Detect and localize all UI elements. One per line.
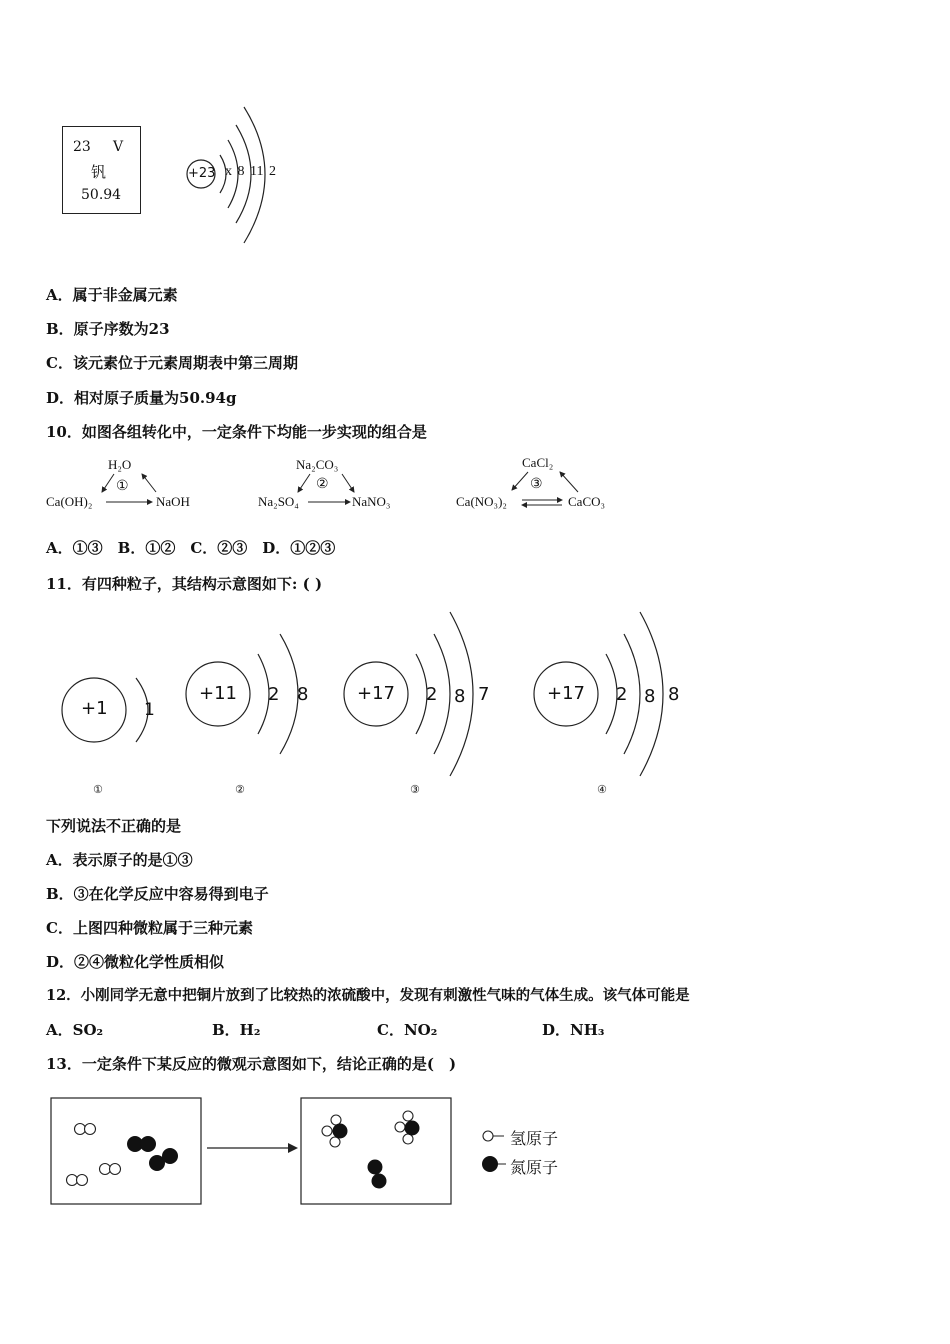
particle-4-nucleus: +17: [547, 683, 585, 704]
g1-left: Ca(OH)₂: [46, 494, 93, 509]
q11-option-d: D．②④微粒化学性质相似: [46, 953, 225, 971]
particle-4-e2: 8: [644, 686, 656, 707]
legend-nitrogen: 氮原子: [510, 1158, 559, 1177]
q9-option-d: D．相对原子质量为50.94g: [46, 389, 237, 407]
vanadium-nucleus-label: +23: [188, 166, 216, 181]
q9-option-a: A．属于非金属元素: [46, 286, 178, 304]
particle-3-e1: 2: [426, 684, 438, 705]
g1-right: NaOH: [156, 494, 190, 509]
particle-3: [338, 606, 498, 786]
reactant-box: [51, 1098, 201, 1204]
vanadium-atom-diagram: [180, 95, 300, 250]
q11-prompt: 下列说法不正确的是: [46, 817, 182, 835]
g3-left: Ca(NO₃)₂: [456, 494, 507, 509]
g1-num: ①: [116, 479, 129, 494]
nitrogen-legend-icon: [482, 1156, 498, 1172]
q9-option-b: B．原子序数为23: [46, 320, 170, 338]
q10-options: A．①③ B．①② C．②③ D．①②③: [46, 539, 336, 557]
particle-2-label: ②: [235, 783, 245, 796]
particle-3-label: ③: [410, 783, 420, 796]
g2-left: Na₂SO₄: [258, 494, 299, 509]
q12-option-d: D．NH₃: [542, 1021, 605, 1039]
element-card: [62, 126, 141, 214]
particle-1-e1: 1: [144, 700, 155, 720]
q10-group-3: [456, 452, 626, 516]
q10-question: 10．如图各组转化中，一定条件下均能一步实现的组合是: [46, 423, 427, 441]
q12-option-b: B．H₂: [212, 1021, 261, 1039]
q11-option-b: B．③在化学反应中容易得到电子: [46, 885, 269, 903]
q11-question: 11．有四种粒子，其结构示意图如下: ( ): [46, 575, 323, 593]
particle-4: [528, 606, 698, 786]
q10-group-2: [258, 454, 418, 516]
element-name: 钒: [91, 163, 107, 181]
g3-right: CaCO₃: [568, 494, 606, 509]
particle-3-e2: 8: [454, 686, 466, 707]
particle-2-e2: 8: [297, 684, 309, 705]
q12-option-a: A．SO₂: [46, 1021, 104, 1039]
q11-option-a: A．表示原子的是①③: [46, 851, 193, 869]
particle-3-e3: 7: [478, 684, 490, 705]
q12-question: 12．小刚同学无意中把铜片放到了比较热的浓硫酸中，发现有刺激性气味的气体生成。该气体可能是: [46, 987, 690, 1004]
particle-3-nucleus: +17: [357, 683, 395, 704]
vanadium-shell-electrons: x 8 11 2: [225, 164, 276, 179]
legend: [480, 1124, 590, 1184]
particle-2-nucleus: +11: [199, 683, 237, 704]
particle-1-label: ①: [93, 783, 103, 796]
particle-1: [56, 660, 166, 770]
particle-2: [180, 628, 320, 768]
q12-option-c: C．NO₂: [377, 1021, 438, 1039]
particle-4-label: ④: [597, 783, 607, 796]
q9-option-c: C．该元素位于元素周期表中第三周期: [46, 354, 298, 372]
g2-num: ②: [316, 477, 329, 492]
q13-question: 13．一定条件下某反应的微观示意图如下，结论正确的是( ): [46, 1055, 457, 1073]
product-box: [301, 1098, 451, 1204]
hydrogen-legend-icon: [483, 1131, 493, 1141]
particle-4-e1: 2: [616, 684, 628, 705]
g3-num: ③: [530, 477, 543, 492]
g2-top: Na₂CO₃: [296, 457, 339, 472]
q11-option-c: C．上图四种微粒属于三种元素: [46, 919, 253, 937]
element-mass: 50.94: [81, 187, 122, 203]
element-number: 23: [73, 139, 91, 155]
particle-1-nucleus: +1: [81, 698, 108, 719]
particle-4-e3: 8: [668, 684, 680, 705]
g3-top: CaCl₂: [522, 455, 554, 470]
g1-top: H₂O: [108, 457, 132, 472]
element-symbol: V: [113, 139, 124, 155]
g2-right: NaNO₃: [352, 494, 391, 509]
reaction-diagram: [50, 1096, 480, 1208]
particle-2-e1: 2: [268, 684, 280, 705]
q10-group-1: [46, 454, 206, 516]
legend-hydrogen: 氢原子: [510, 1129, 559, 1148]
